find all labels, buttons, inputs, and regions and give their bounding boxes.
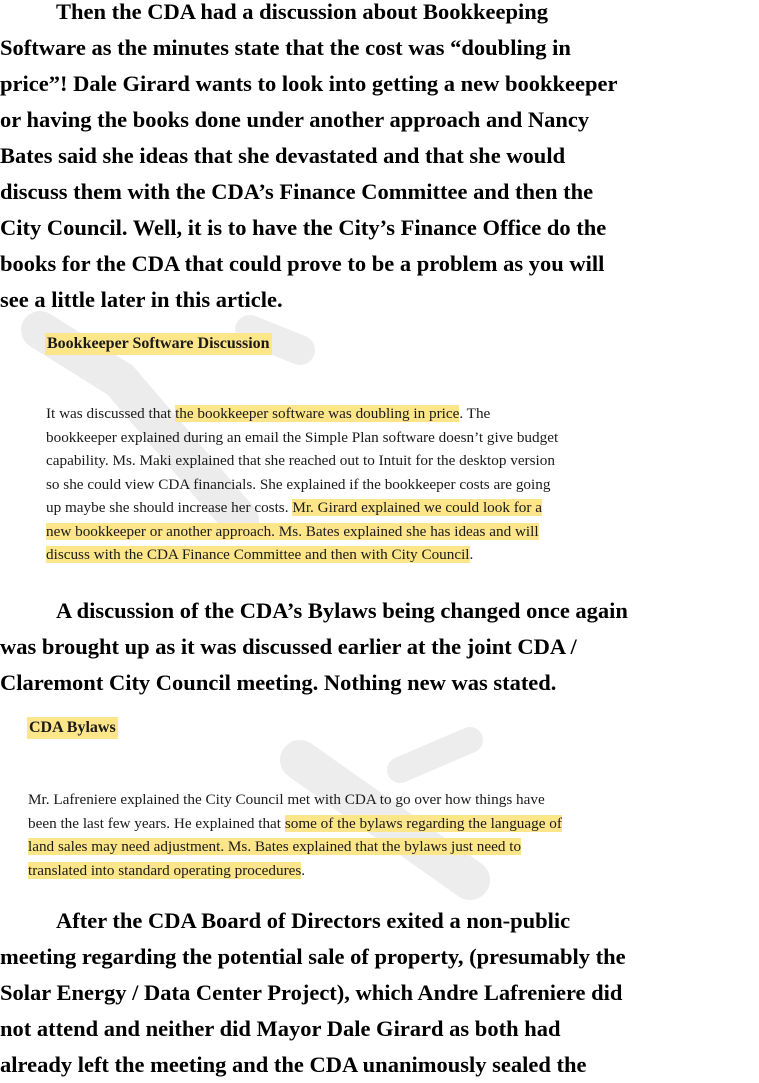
text-line: already left the meeting and the CDA unanimously sealed the	[0, 1052, 587, 1077]
excerpt-line: It was discussed that the bookkeeper software was doubling in price. The	[46, 405, 491, 422]
excerpt-line: Mr. Lafreniere explained the City Council met with CDA to go over how things have	[28, 791, 545, 808]
text-line: Solar Energy / Data Center Project), which Andre Lafreniere did	[0, 980, 623, 1005]
excerpt-line: so she could view CDA financials. She explained if the bookkeeper costs are going	[46, 475, 551, 493]
text-line: Claremont City Council meeting. Nothing new was stated.	[0, 670, 557, 695]
paragraph-bookkeeping	[0, 0, 759, 318]
text-line: price”! Dale Girard wants to look into getting a new bookkeeper	[0, 71, 618, 96]
excerpt-body	[46, 402, 558, 567]
text-line: After the CDA Board of Directors exited a non-public	[56, 908, 571, 933]
text-line: not attend and neither did Mayor Dale Girard as both had	[0, 1016, 561, 1041]
text-line: Then the CDA had a discussion about Bookkeeping	[56, 0, 549, 24]
excerpt-body	[28, 788, 562, 882]
excerpt-line: new bookkeeper or another approach. Ms. Bates explained she has ideas and will	[46, 522, 539, 540]
excerpt-line: capability. Ms. Maki explained that she reached out to Intuit for the desktop version	[46, 452, 555, 469]
text-line: was brought up as it was discussed earlier at the joint CDA /	[0, 634, 577, 659]
excerpt-line: been the last few years. He explained that some of the bylaws regarding the language of	[28, 814, 562, 832]
paragraph-bylaws	[0, 593, 759, 701]
text-line: City Council. Well, it is to have the City’s Finance Office do the	[0, 215, 607, 240]
excerpt-line: bookkeeper explained during an email the Simple Plan software doesn’t give budget	[46, 428, 559, 446]
text-line: A discussion of the CDA’s Bylaws being changed once again	[56, 598, 628, 623]
text-line: Software as the minutes state that the cost was “doubling in	[0, 35, 571, 60]
text-line: discuss them with the CDA’s Finance Committee and then the	[0, 179, 594, 204]
excerpt-line: translated into standard operating procedures.	[28, 861, 306, 879]
excerpt-line: up maybe she should increase her costs. Mr. Girard explained we could look for a	[46, 499, 542, 516]
paragraph-nonpublic-meeting	[0, 903, 759, 1083]
excerpt-heading: CDA Bylaws	[27, 717, 118, 739]
excerpt-line: land sales may need adjustment. Ms. Bates explained that the bylaws just need to	[28, 838, 522, 855]
excerpt-heading: Bookkeeper Software Discussion	[45, 333, 272, 355]
excerpt-line: discuss with the CDA Finance Committee and then with City Council.	[46, 546, 474, 563]
text-line: meeting regarding the potential sale of property, (presumably the	[0, 944, 626, 969]
text-line: see a little later in this article.	[0, 287, 283, 312]
text-line: books for the CDA that could prove to be a problem as you will	[0, 251, 605, 276]
text-line: or having the books done under another approach and Nancy	[0, 107, 590, 132]
text-line: Bates said she ideas that she devastated and that she would	[0, 143, 566, 168]
